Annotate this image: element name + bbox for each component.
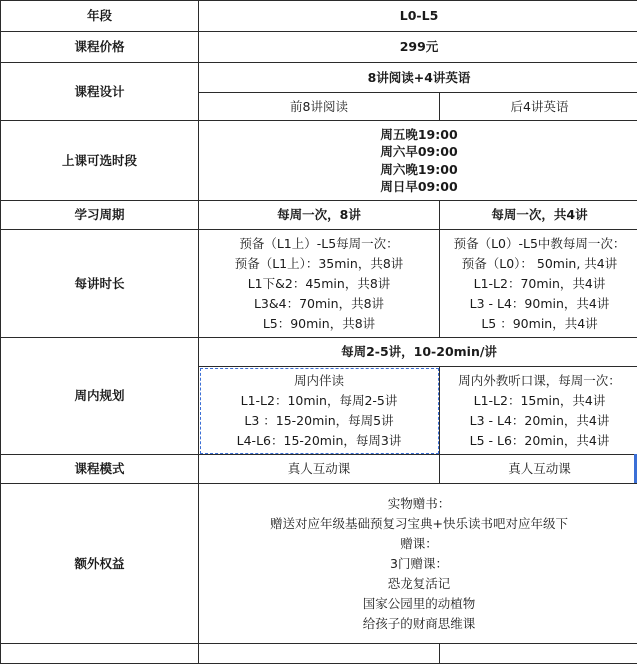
row-design-summary	[1, 63, 637, 93]
benefits-label: 额外权益	[1, 484, 199, 644]
design-label: 课程设计	[1, 63, 199, 121]
cycle-label: 学习周期	[1, 201, 199, 230]
benefits-content[interactable]	[199, 484, 637, 644]
slot-sat-eve: 周六晚19:00	[203, 161, 635, 179]
duration-english-line: 预备（L0）： 50min, 共4讲	[444, 254, 635, 274]
weekly-reading-line: L4-L6：15-20min，每周3讲	[203, 431, 435, 451]
benefit-line: 3门赠课：	[203, 554, 635, 574]
row-mode	[1, 455, 637, 484]
row-weekly-summary	[1, 338, 637, 367]
price-label: 课程价格	[1, 32, 199, 63]
benefit-line: 恐龙复活记	[203, 574, 635, 594]
next-row-col2[interactable]	[440, 644, 637, 664]
design-reading[interactable]: 前8讲阅读	[199, 93, 440, 121]
mode-english[interactable]: 真人互动课	[440, 455, 637, 484]
schedule-label: 上课可选时段	[1, 121, 199, 201]
slot-sat-morn: 周六早09:00	[203, 143, 635, 161]
duration-english-line: 预备（L0）-L5中教每周一次：	[444, 234, 635, 254]
duration-english-line: L1-L2：70min，共4讲	[444, 274, 635, 294]
weekly-english-line: L1-L2：15min，共4讲	[444, 391, 635, 411]
weekly-reading-selected-cell[interactable]	[199, 367, 440, 455]
weekly-reading-line: L3 ：15-20min，每周5讲	[203, 411, 435, 431]
weekly-summary[interactable]: 每周2-5讲，10-20min/讲	[199, 338, 637, 367]
benefit-line: 实物赠书：	[203, 494, 635, 514]
row-cycle	[1, 201, 637, 230]
duration-reading-line: L1下&2：45min，共8讲	[203, 274, 435, 294]
benefit-line: 给孩子的财商思维课	[203, 614, 635, 634]
weekly-english-line: L3 - L4：20min，共4讲	[444, 411, 635, 431]
duration-reading-line: L5：90min，共8讲	[203, 314, 435, 334]
weekly-reading-line: L1-L2：10min，每周2-5讲	[203, 391, 435, 411]
benefit-line: 赠送对应年级基础预复习宝典+快乐读书吧对应年级下	[203, 514, 635, 534]
weekly-english[interactable]	[440, 367, 637, 455]
duration-reading[interactable]	[199, 230, 440, 338]
row-price	[1, 32, 637, 63]
weekly-english-line: L5 - L6：20min，共4讲	[444, 431, 635, 451]
schedule-slots[interactable]	[199, 121, 637, 201]
duration-english-line: L3 - L4：90min，共4讲	[444, 294, 635, 314]
cycle-english[interactable]: 每周一次，共4讲	[440, 201, 637, 230]
weekly-reading-line: 周内伴读	[203, 371, 435, 391]
mode-label: 课程模式	[1, 455, 199, 484]
duration-english-line: L5 ：90min，共4讲	[444, 314, 635, 334]
duration-reading-line: 预备（L1上）-L5每周一次：	[203, 234, 435, 254]
mode-reading[interactable]: 真人互动课	[199, 455, 440, 484]
grade-value[interactable]: L0-L5	[199, 1, 637, 32]
duration-reading-line: L3&4：70min，共8讲	[203, 294, 435, 314]
grade-label: 年段	[1, 1, 199, 32]
row-benefits	[1, 484, 637, 644]
benefit-line: 国家公园里的动植物	[203, 594, 635, 614]
duration-reading-line: 预备（L1上）：35min，共8讲	[203, 254, 435, 274]
slot-fri-eve: 周五晚19:00	[203, 126, 635, 144]
row-schedule	[1, 121, 637, 201]
next-row-label	[1, 644, 199, 664]
next-row-col1[interactable]	[199, 644, 440, 664]
slot-sun-morn: 周日早09:00	[203, 178, 635, 196]
row-grade	[1, 1, 637, 32]
weekly-english-line: 周内外教听口课，每周一次：	[444, 371, 635, 391]
duration-label: 每讲时长	[1, 230, 199, 338]
row-next-partial	[1, 644, 637, 664]
benefit-line: 赠课：	[203, 534, 635, 554]
design-summary[interactable]: 8讲阅读+4讲英语	[199, 63, 637, 93]
cycle-reading[interactable]: 每周一次，8讲	[199, 201, 440, 230]
duration-english[interactable]	[440, 230, 637, 338]
weekly-label: 周内规划	[1, 338, 199, 455]
row-duration	[1, 230, 637, 338]
design-english[interactable]: 后4讲英语	[440, 93, 637, 121]
price-value[interactable]: 299元	[199, 32, 637, 63]
